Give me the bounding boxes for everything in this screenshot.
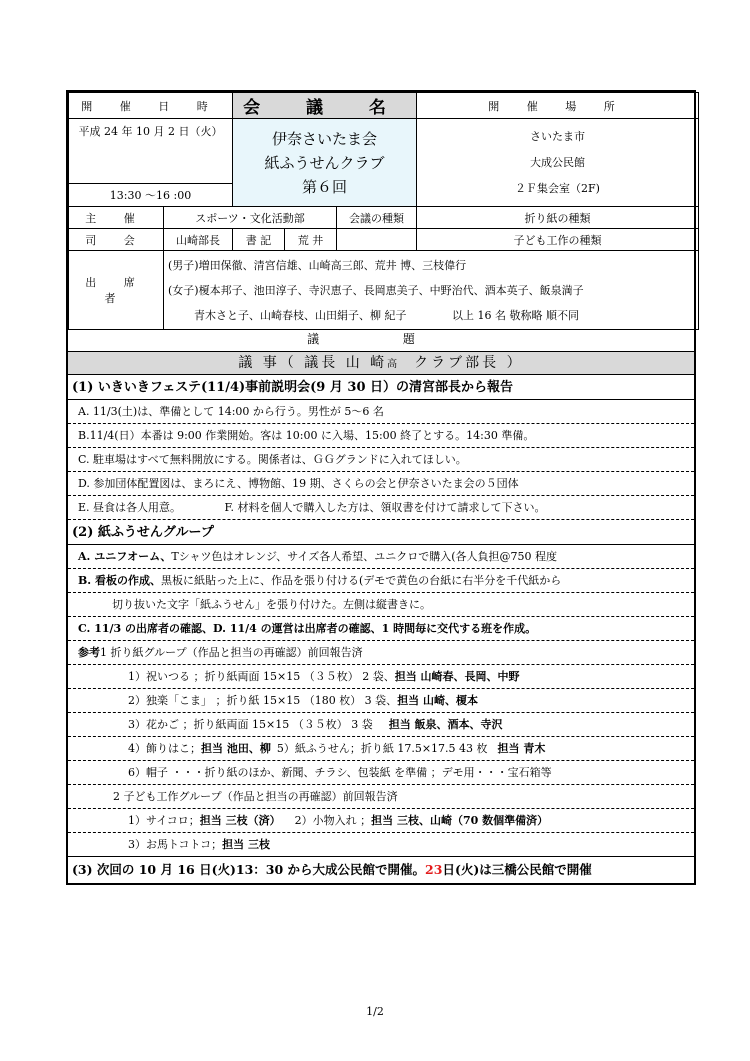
section-2-item-b-body: 黒板に紙貼った上に、作品を張り付ける(デモで黄色の台紙に右半分を千代紙から xyxy=(160,574,562,587)
origami-item-1-text: 1）祝いつる ；折り紙両面 15×15 （３５枚） 2 袋、 xyxy=(128,670,395,683)
attendees-list xyxy=(164,251,699,330)
origami-item-6: 6）帽子 ・・・折り紙のほか、新聞、チラシ、包装紙 を準備 ；デモ用・・・宝石箱等 xyxy=(68,761,694,785)
page-number: 1/2 xyxy=(366,1005,384,1018)
secretary-value: 荒 井 xyxy=(285,229,337,251)
craft-type-value: 子ども工作の種類 xyxy=(417,229,699,251)
section-1-item-ef xyxy=(68,496,694,520)
meeting-time: 13:30 ～16 :00 xyxy=(69,184,233,207)
section-1-title: (1) いきいきフェステ(11/4)事前説明会(9 月 30 日）の清宮部長から報告 xyxy=(68,375,694,400)
section-3-red-date: 23 xyxy=(425,862,443,877)
proceedings-small: 高 xyxy=(387,359,401,370)
organizer-value: スポーツ・文化活動部 xyxy=(164,207,337,229)
origami-item-2-staff: 担当 山崎、榎本 xyxy=(397,694,479,707)
origami-item-1-staff: 担当 山崎春、長岡、中野 xyxy=(394,670,520,683)
section-3-text-b: 日(火)は三橋公民館で開催 xyxy=(442,862,592,877)
origami-item-5-staff: 担当 青木 xyxy=(497,742,546,755)
section-2-item-a-head: A. ユニフオーム、 xyxy=(78,550,172,563)
origami-item-2-text: 2）独楽「こま」 ；折り紙 15×15 （180 枚） 3 袋、 xyxy=(128,694,398,707)
place-line-2: 大成公民館 xyxy=(530,155,585,169)
reference-1-text: 1 折り紙グループ（作品と担当の再確認）前回報告済 xyxy=(100,646,363,659)
meeting-name-line-2: 紙ふうせんクラブ xyxy=(264,153,385,172)
reference-label: 参考 xyxy=(78,646,100,659)
attendees-female-names: 青木さと子、山崎春枝、山田絹子、柳 紀子 xyxy=(194,308,407,322)
date-label: 開 催 日 時 xyxy=(69,93,233,119)
craft-item-2-staff: 担当 三枝、山崎（70 数個準備済） xyxy=(371,814,549,827)
craft-item-3-staff: 担当 三枝 xyxy=(222,838,270,851)
origami-item-3 xyxy=(68,713,694,737)
section-2-item-a-body: Tシャツ色はオレンジ、サイズ各人希望、ユニクロで購入(各人負担@750 程度 xyxy=(171,550,558,563)
reference-1 xyxy=(68,641,694,665)
origami-item-4 xyxy=(68,737,694,761)
attendees-label: 出 席 者 xyxy=(69,251,164,330)
section-3 xyxy=(68,857,694,883)
meeting-type-label: 会議の種類 xyxy=(337,207,417,229)
minutes-sheet xyxy=(66,90,696,885)
origami-item-4-staff: 担当 池田、柳 xyxy=(201,742,271,755)
origami-item-5-text: 5）紙ふうせん；折り紙 17.5×17.5 43 枚 xyxy=(276,742,488,755)
section-1-item-b: B.11/4(日）本番は 9:00 作業開始。客は 10:00 に入場、15:00 終了とする。14:30 準備。 xyxy=(68,424,694,448)
section-1-item-d: D. 参加団体配置図は、まろにえ、博物館、19 期、さくらの会と伊奈さいたま会の５団体 xyxy=(68,472,694,496)
proceedings-text-a: 議 事（ 議長 山 崎 xyxy=(238,355,388,371)
reference-2: 2 子ども工作グループ（作品と担当の再確認）前回報告済 xyxy=(68,785,694,809)
place-line-1: さいたま市 xyxy=(530,129,585,143)
agenda-title: 議 題 xyxy=(68,330,694,352)
chair-value: 山崎部長 xyxy=(164,229,233,251)
attendees-female-2 xyxy=(168,303,694,328)
proceedings-header xyxy=(68,352,694,375)
section-1-item-f: F. 材料を個人で購入した方は、領収書を付けて請求して下さい。 xyxy=(224,501,546,514)
origami-item-2 xyxy=(68,689,694,713)
section-2-item-b-cont: 切り抜いた文字「紙ふうせん」を張り付けた。左側は縦書きに。 xyxy=(68,593,694,617)
section-1-item-e: E. 昼食は各人用意。 xyxy=(78,501,182,514)
origami-item-3-text: 3）花かご ；折り紙両面 15×15 （３５枚） 3 袋 xyxy=(128,718,373,731)
section-1-item-a: A. 11/3(土)は、準備として 14:00 から行う。男性が 5～6 名 xyxy=(68,400,694,424)
origami-item-4-text: 4）飾りはこ； xyxy=(128,742,201,755)
section-2-item-b xyxy=(68,569,694,593)
meeting-name-line-1: 伊奈さいたま会 xyxy=(271,129,377,148)
section-1-item-c: C. 駐車場はすべて無料開放にする。関係者は、ＧＧグランドに入れてほしい。 xyxy=(68,448,694,472)
secretary-label: 書 記 xyxy=(233,229,285,251)
header-table xyxy=(68,92,699,330)
organizer-label: 主 催 xyxy=(69,207,164,229)
origami-item-1 xyxy=(68,665,694,689)
craft-item-2-text: 2）小物入れ ； xyxy=(294,814,372,827)
craft-item-1 xyxy=(68,809,694,833)
section-3-text-a: (3) 次回の 10 月 16 日(火)13：30 から大成公民館で開催。 xyxy=(72,862,426,877)
attendees-total: 以上 16 名 敬称略 順不同 xyxy=(452,308,579,322)
section-2-item-c: C. 11/3 の出席者の確認、D. 11/4 の運営は出席者の確認、1 時間毎に交代する班を作成。 xyxy=(68,617,694,641)
section-2-item-b-head: B. 看板の作成、 xyxy=(78,574,161,587)
meeting-place xyxy=(417,119,699,207)
craft-item-1-text: 1）サイコロ； xyxy=(128,814,200,827)
meeting-name-label: 会 議 名 xyxy=(233,93,417,119)
meeting-type-value: 折り紙の種類 xyxy=(417,207,699,229)
place-label: 開 催 場 所 xyxy=(417,93,699,119)
craft-item-3-text: 3）お馬トコトコ； xyxy=(128,838,223,851)
craft-item-3 xyxy=(68,833,694,857)
meeting-date: 平成 24 年 10 月 2 日（火） xyxy=(69,119,233,184)
section-2-item-a xyxy=(68,545,694,569)
proceedings-text-b: クラブ部長 ） xyxy=(414,355,524,371)
attendees-female: (女子)榎本邦子、池田淳子、寺沢恵子、長岡恵美子、中野治代、酒本英子、飯泉満子 xyxy=(168,283,584,297)
place-line-3: ２Ｆ集会室（2F) xyxy=(515,181,600,195)
section-2-title: (2) 紙ふうせんグループ xyxy=(68,520,694,545)
origami-item-3-staff: 担当 飯泉、酒本、寺沢 xyxy=(388,718,503,731)
meeting-name xyxy=(233,119,417,207)
meeting-name-line-3: 第６回 xyxy=(301,177,347,196)
blank-cell xyxy=(337,229,417,251)
attendees-male: (男子)増田保徹、清宮信雄、山崎高三郎、荒井 博、三枝偉行 xyxy=(168,258,467,272)
chair-label: 司 会 xyxy=(69,229,164,251)
craft-item-1-staff: 担当 三枝（済） xyxy=(199,814,281,827)
